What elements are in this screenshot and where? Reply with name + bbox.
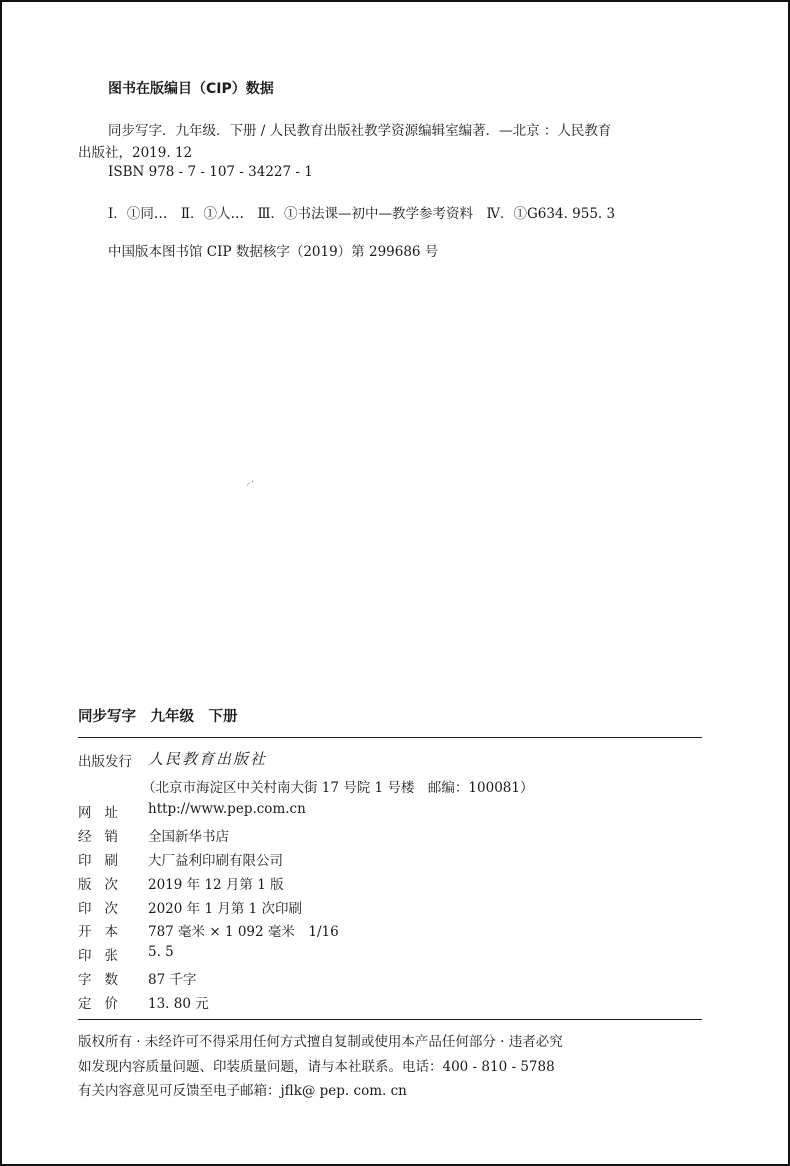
cip-title: 图书在版编目（CIP）数据 — [108, 81, 274, 97]
distributor-value: 全国新华书店 — [148, 829, 229, 845]
book-title: 同步写字 九年级 下册 — [78, 709, 238, 725]
info-row-word-count: 字 数 — [78, 972, 118, 988]
edition-value: 2019 年 12 月第 1 版 — [148, 877, 284, 893]
info-row-printer: 印 刷 — [78, 853, 118, 869]
print-speck: ⸝· — [246, 477, 255, 488]
publisher-name: 人民教育出版社 — [148, 750, 268, 768]
sheets-value: 5. 5 — [148, 944, 174, 960]
publisher-address: （北京市海淀区中关村南大街 17 号院 1 号楼 邮编：100081） — [142, 780, 534, 796]
website-value: http://www.pep.com.cn — [148, 801, 306, 817]
divider-bottom — [78, 1019, 702, 1020]
cip-check-number: 中国版本图书馆 CIP 数据核字（2019）第 299686 号 — [108, 244, 439, 260]
quality-contact: 如发现内容质量问题、印装质量问题，请与本社联系。电话：400 - 810 - 5788 — [78, 1059, 555, 1075]
cip-description-line-1: 同步写字．九年级．下册 / 人民教育出版社教学资源编辑室编著．—北京 ：人民教育 — [108, 123, 612, 139]
info-row-format: 开 本 — [78, 924, 118, 940]
cip-isbn: ISBN 978 - 7 - 107 - 34227 - 1 — [108, 164, 313, 180]
feedback-email: 有关内容意见可反馈至电子邮箱：jflk@ pep. com. cn — [78, 1083, 407, 1099]
divider-top — [78, 737, 702, 738]
copyright-notice: 版权所有 · 未经许可不得采用任何方式擅自复制或使用本产品任何部分 · 违者必究 — [78, 1034, 563, 1050]
info-row-edition: 版 次 — [78, 877, 118, 893]
printer-value: 大厂益利印刷有限公司 — [148, 853, 283, 869]
info-row-sheets: 印 张 — [78, 948, 118, 964]
format-value: 787 毫米 × 1 092 毫米 1/16 — [148, 924, 339, 940]
info-row-distributor: 经 销 — [78, 829, 118, 845]
cip-classification: Ⅰ．①同… Ⅱ．①人… Ⅲ．①书法课—初中—教学参考资料 Ⅳ．①G634. 955. 3 — [108, 206, 616, 222]
info-row-printing: 印 次 — [78, 901, 118, 917]
cip-description-line-2: 出版社，2019. 12 — [78, 145, 193, 161]
price-value: 13. 80 元 — [148, 996, 209, 1012]
info-row-website: 网 址 — [78, 805, 118, 821]
publisher-label: 出版发行 — [78, 754, 132, 770]
info-row-price: 定 价 — [78, 996, 118, 1012]
printing-value: 2020 年 1 月第 1 次印刷 — [148, 901, 302, 917]
word-count-value: 87 千字 — [148, 972, 197, 988]
